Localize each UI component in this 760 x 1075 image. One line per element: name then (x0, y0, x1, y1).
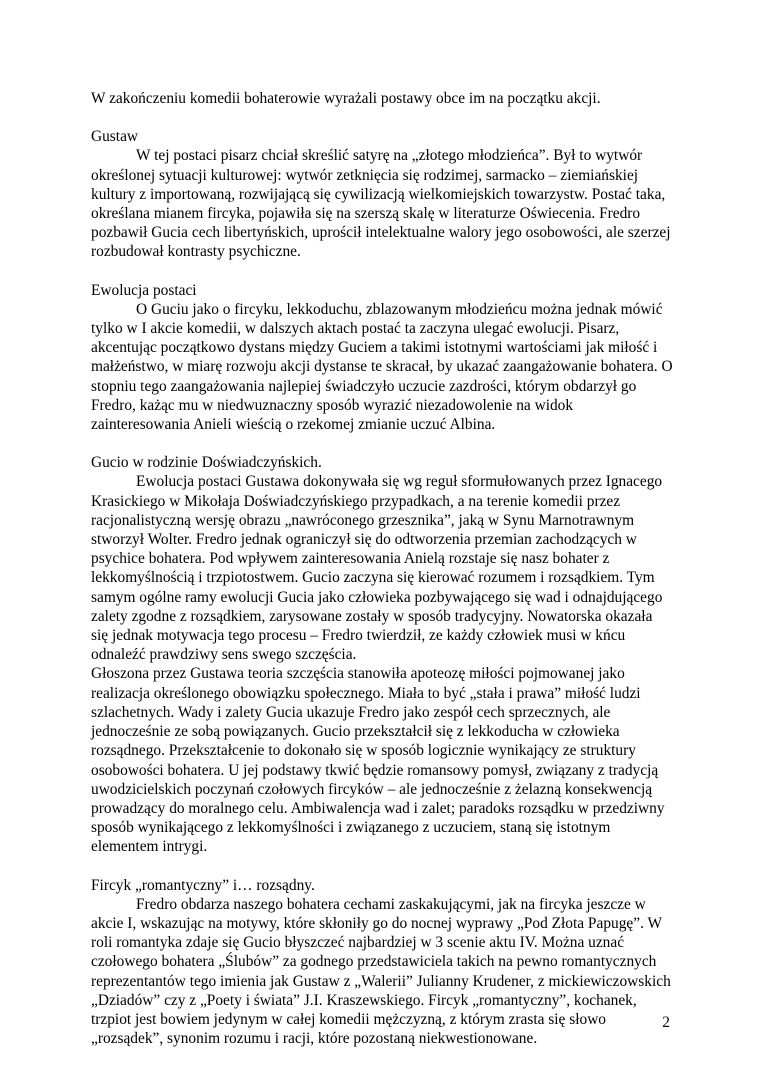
section-heading-ewolucja: Ewolucja postaci (91, 281, 197, 299)
section-heading-rodzina: Gucio w rodzinie Doświadczyńskich. (91, 454, 322, 472)
paragraph-gustaw: W tej postaci pisarz chciał skreślić satyrę na „złotego młodzieńca”. Był to wytwór określonej sytuacji kulturowej: wytwór zetknięcia się rodzimej, sarmacko – ziemiańskiej kultury z importowaną, rozwijającą się cywilizacją wielkomiejskich towarzystw. Postać taka, określana mianem fircyka, pojawiła się na szerszą skalę w literaturze Oświecenia. Fredro pozbawił Gucia cech libertyńskich, uprościł intelektualne walory jego osobowości, ale szerzej rozbudował kontrasty psychiczne. (91, 147, 671, 261)
paragraph-fircyk: Fredro obdarza naszego bohatera cechami zaskakującymi, jak na fircyka jeszcze w akcie I, wskazując na motywy, które skłoniły go do nocnej wyprawy „Pod Złota Papugę”. W roli romantyka zdaje się Gucio błyszczeć najbardziej w 3 scenie aktu IV. Można uznać czołowego bohatera „Ślubów” za godnego przedstawiciela takich na pewno romantycznych reprezentantów tego imienia jak Gustaw z „Walerii” Julianny Krudener, z mickiewiczowskich „Dziadów” czy z „Poety i świata” J.I. Kraszewskiego. Fircyk „romantyczny”, kochanek, trzpiot jest bowiem jedynym w całej komedii mężczyzną, z którym zrasta się słowo „rozsądek”, synonim rozumu i racji, które pozostaną niekwestionowane. (91, 895, 671, 1048)
spacer (91, 108, 673, 127)
spacer (91, 262, 673, 281)
paragraph-rodzina-1: Ewolucja postaci Gustawa dokonywała się wg reguł sformułowanych przez Ignacego Krasickiego w Mikołaja Doświadczyńskiego przypadkach, a na terenie komedii przez racjonalistyczną wersję obrazu „nawróconego grzesznika”, jaką w Synu Marnotrawnym stworzył Wolter. Fredro jednak ograniczył się do odtworzenia przemian zachodzących w psychice bohatera. Pod wpływem zainteresowania Anielą rozstaje się nasz bohater z lekkomyślnością i trzpiotostwem. Gucio zaczyna się kierować rozumem i rozsądkiem. Tym samym ogólne ramy ewolucji Gucia jako człowieka pozbywającego się wad i odnajdującego zalety zgodne z rozsądkiem, zarysowane zostały w sposób tradycyjny. Nowatorska okazała się jednak motywacja tego procesu – Fredro twierdził, ze każdy człowiek musi w kńcu odnaleźć prawdziwy sens swego szczęścia. (91, 473, 663, 664)
section-heading-fircyk: Fircyk „romantyczny” i… rozsądny. (91, 876, 315, 894)
page-number: 2 (662, 1014, 670, 1031)
spacer (91, 434, 673, 453)
intro-paragraph: W zakończeniu komedii bohaterowie wyrażali postawy obce im na początku akcji. (91, 90, 601, 107)
spacer (91, 857, 673, 876)
paragraph-ewolucja: O Guciu jako o fircyku, lekkoduchu, zblazowanym młodzieńcu można jednak mówić tylko w I akcie komedii, w dalszych aktach postać ta zaczyna ulegać ewolucji. Pisarz, akcentując początkowo dystans między Guciem a takimi istotnymi wartościami jak miłość i małżeństwo, w miarę rozwoju akcji dystanse te skracał, by ukazać zaangażowanie bohatera. O stopniu tego zaangażowania najlepiej świadczyło uczucie zazdrości, którym obdarzył go Fredro, każąc mu w niedwuznaczny sposób wyrazić niezadowolenie na widok zainteresowania Anieli wieścią o rzekomej zmianie uczuć Albina. (91, 300, 673, 434)
section-heading-gustaw: Gustaw (91, 128, 139, 146)
document-body (91, 89, 673, 1048)
paragraph-rodzina-2: Głoszona przez Gustawa teoria szczęścia stanowiła apoteozę miłości pojmowanej jako realizacja określonego obowiązku społecznego. Miała to być „stała i prawa” miłość ludzi szlachetnych. Wady i zalety Gucia ukazuje Fredro jako zespół cech sprzecznych, ale jednocześnie ze sobą powiązanych. Gucio przekształcił się z lekkoducha w człowieka rozsądnego. Przekształcenie to dokonało się w sposób logicznie wynikający ze struktury osobowości bohatera. U jej podstawy tkwić będzie romansowy pomysł, związany z tradycją uwodzicielskich poczynań czołowych fircyków – ale jednocześnie z żelazną konsekwencją prowadzący do moralnego celu. Ambiwalencja wad i zalet; paradoks rozsądku w przedziwny sposób wynikającego z lekkomyślności i związanego z uczuciem, staną się istotnym elementem intrygi. (91, 665, 665, 856)
